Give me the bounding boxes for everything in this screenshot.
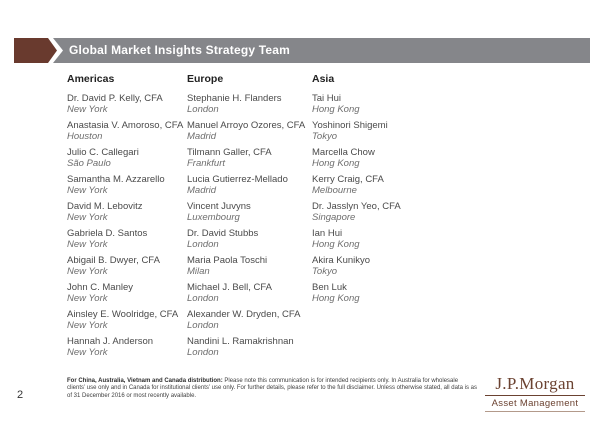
team-member <box>187 255 312 277</box>
team-member <box>312 228 462 250</box>
team-member <box>67 228 187 250</box>
team-member <box>187 93 312 115</box>
member-city: Singapore <box>312 212 356 223</box>
member-city: New York <box>67 320 108 331</box>
member-name: Anastasia V. Amoroso, CFA <box>67 120 184 131</box>
team-member <box>187 120 312 142</box>
member-name: Stephanie H. Flanders <box>187 93 282 104</box>
member-name: Yoshinori Shigemi <box>312 120 388 131</box>
team-member <box>187 309 312 331</box>
member-name: Hannah J. Anderson <box>67 336 154 347</box>
member-name: Ben Luk <box>312 282 347 293</box>
member-name: Tilmann Galler, CFA <box>187 147 272 158</box>
chevron-arrow-icon <box>14 38 57 63</box>
member-name: Michael J. Bell, CFA <box>187 282 272 293</box>
member-name: Dr. David P. Kelly, CFA <box>67 93 163 104</box>
disclaimer-text <box>67 378 477 400</box>
member-name: Samantha M. Azzarello <box>67 174 165 185</box>
asset-management-label: Asset Management <box>485 396 585 412</box>
member-city: Hong Kong <box>312 104 360 115</box>
member-city: Milan <box>187 266 210 277</box>
member-name: Manuel Arroyo Ozores, CFA <box>187 120 306 131</box>
header-bar <box>14 38 590 63</box>
team-member <box>312 174 462 196</box>
member-name: Maria Paola Toschi <box>187 255 268 266</box>
member-city: Tokyo <box>312 266 337 277</box>
member-name: Abigail B. Dwyer, CFA <box>67 255 160 266</box>
team-member <box>187 282 312 304</box>
member-name: Akira Kunikyo <box>312 255 371 266</box>
member-city: New York <box>67 185 108 196</box>
member-city: New York <box>67 212 108 223</box>
region-column <box>67 73 187 363</box>
member-city: Madrid <box>187 185 217 196</box>
team-member <box>187 201 312 223</box>
team-member <box>187 147 312 169</box>
jpmorgan-wordmark: J.P.Morgan <box>485 374 585 396</box>
disclaimer-body: Please note this communication is for intended recipients only. In Australia for wholesale clients’ use only and in Canada for institutional clients’ use only. For further details, please refer to the full disclaimer. Unless otherwise stated, all data is as of 31 December 2016 or most recently available. <box>67 378 477 399</box>
member-city: Tokyo <box>312 131 337 142</box>
member-name: Alexander W. Dryden, CFA <box>187 309 301 320</box>
team-member <box>312 93 462 115</box>
disclaimer-lead-in: For China, Australia, Vietnam and Canada distribution: <box>67 378 223 384</box>
team-member <box>67 282 187 304</box>
page-title: Global Market Insights Strategy Team <box>69 43 291 57</box>
member-name: Marcella Chow <box>312 147 375 158</box>
region-column <box>312 73 462 363</box>
member-city: Houston <box>67 131 103 142</box>
region-header: Asia <box>312 73 335 85</box>
member-city: London <box>187 347 219 358</box>
member-name: Vincent Juvyns <box>187 201 251 212</box>
member-name: Dr. David Stubbs <box>187 228 259 239</box>
member-city: New York <box>67 104 108 115</box>
region-header: Europe <box>187 73 224 85</box>
member-city: Hong Kong <box>312 239 360 250</box>
member-city: London <box>187 239 219 250</box>
team-member <box>67 255 187 277</box>
team-member <box>187 174 312 196</box>
member-name: Lucia Gutierrez-Mellado <box>187 174 288 185</box>
team-member <box>187 228 312 250</box>
team-member <box>67 120 187 142</box>
member-city: Frankfurt <box>187 158 226 169</box>
member-name: Ian Hui <box>312 228 343 239</box>
member-name: Tai Hui <box>312 93 342 104</box>
team-member <box>312 282 462 304</box>
member-name: Gabriela D. Santos <box>67 228 148 239</box>
team-member <box>312 201 462 223</box>
member-city: Hong Kong <box>312 158 360 169</box>
region-column <box>187 73 312 363</box>
team-member <box>312 120 462 142</box>
team-member <box>67 309 187 331</box>
member-name: Ainsley E. Woolridge, CFA <box>67 309 179 320</box>
member-city: London <box>187 104 219 115</box>
member-city: New York <box>67 347 108 358</box>
team-member <box>67 336 187 358</box>
member-city: New York <box>67 239 108 250</box>
team-columns <box>67 73 462 363</box>
team-member <box>67 174 187 196</box>
member-city: Luxembourg <box>187 212 240 223</box>
team-member <box>312 255 462 277</box>
team-member <box>67 201 187 223</box>
member-city: Hong Kong <box>312 293 360 304</box>
member-name: Nandini L. Ramakrishnan <box>187 336 294 347</box>
member-name: Dr. Jasslyn Yeo, CFA <box>312 201 401 212</box>
region-header: Americas <box>67 73 115 85</box>
team-member <box>67 93 187 115</box>
member-city: New York <box>67 293 108 304</box>
member-city: São Paulo <box>67 158 111 169</box>
member-name: David M. Lebovitz <box>67 201 143 212</box>
jpmorgan-logo <box>485 374 585 412</box>
member-city: Madrid <box>187 131 217 142</box>
member-city: Melbourne <box>312 185 357 196</box>
member-city: London <box>187 320 219 331</box>
page-number: 2 <box>17 389 24 401</box>
team-member <box>67 147 187 169</box>
member-name: Julio C. Callegari <box>67 147 139 158</box>
team-member <box>187 336 312 358</box>
team-member <box>312 147 462 169</box>
member-city: New York <box>67 266 108 277</box>
member-city: London <box>187 293 219 304</box>
member-name: John C. Manley <box>67 282 134 293</box>
member-name: Kerry Craig, CFA <box>312 174 384 185</box>
